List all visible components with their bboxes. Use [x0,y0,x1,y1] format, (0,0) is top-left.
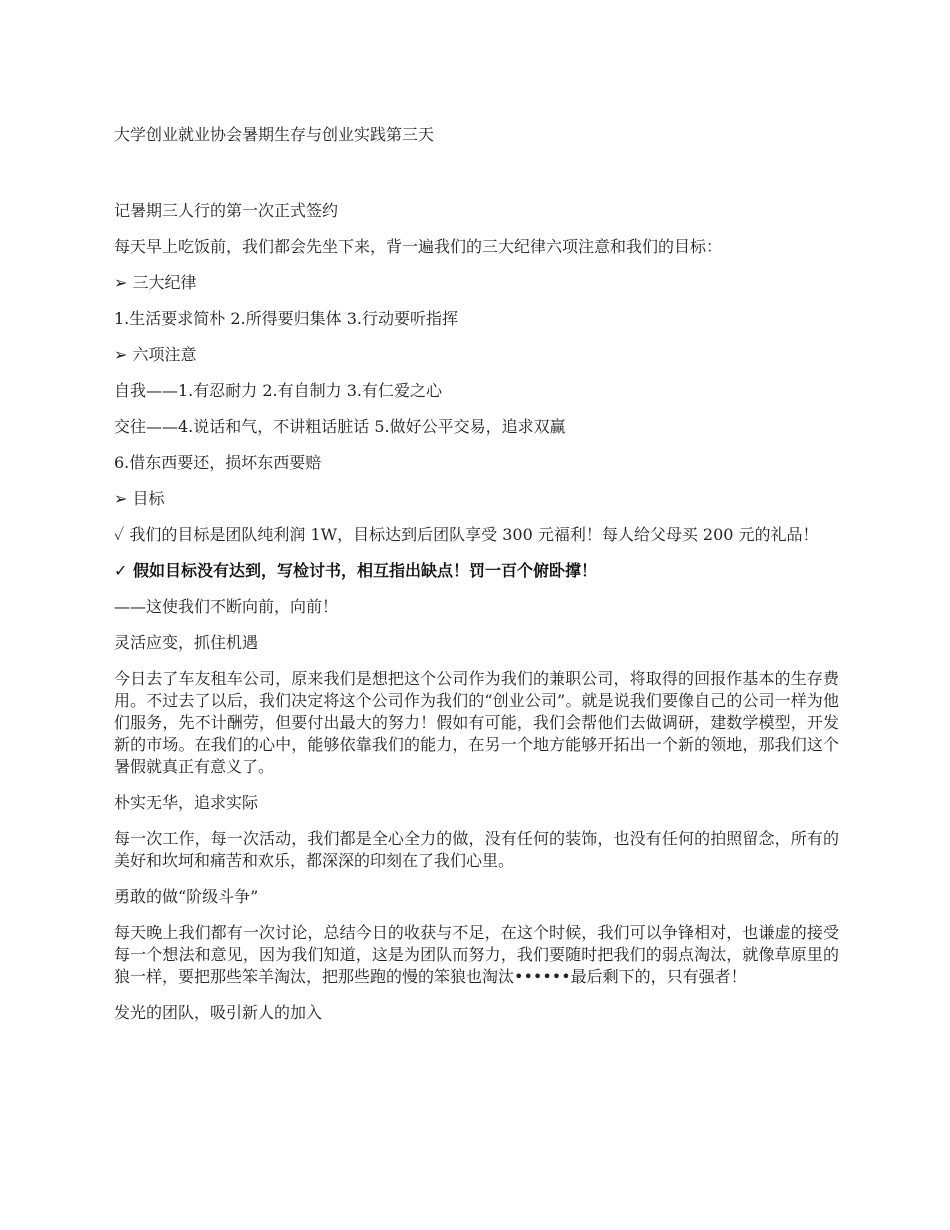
check-icon: ✓ [114,525,130,544]
document-title: 大学创业就业协会暑期生存与创业实践第三天 [114,125,435,144]
section-paragraph: 今日去了车友租车公司，原来我们是想把这个公司作为我们的兼职公司，将取得的回报作基本的生存费用。不过去了以后，我们决定将这个公司作为我们的“创业公司”。就是说我们要像自己的公司一样为他们服务，先不计酬劳，但要付出最大的努力！假如有可能，我们会帮他们去做调研，建数学模型，开发新的市场。在我们的心中，能够依靠我们的能力，在另一个地方能够开拓出一个新的领地，那我们这个暑假就真正有意义了。 [114,669,839,776]
section-heading: 朴实无华，追求实际 [114,793,259,812]
section-heading: 发光的团队，吸引新人的加入 [114,1003,323,1022]
six-notes-heading: ➢ 六项注意 [114,345,197,364]
social-notes: 交往——4.说话和气，不讲粗话脏话 5.做好公平交易，追求双赢 [114,417,566,436]
intro-paragraph: 每天早上吃饭前，我们都会先坐下来，背一遍我们的三大纪律六项注意和我们的目标： [114,237,723,256]
motto-line: ——这使我们不断向前，向前！ [114,597,339,616]
section-heading: 灵活应变，抓住机遇 [114,633,259,652]
goal-item: ✓ 我们的目标是团队纯利润 1W，目标达到后团队享受 300 元福利！每人给父母买 200 元的礼品！ [114,525,819,544]
section-heading: 勇敢的做“阶级斗争” [114,887,259,906]
note-six: 6.借东西要还，损坏东西要赔 [114,453,322,472]
document-body [114,124,839,1038]
penalty-item: ✓ 假如目标没有达到，写检讨书，相互指出缺点！罚一百个俯卧撑！ [114,561,597,580]
three-rules-heading: ➢ 三大纪律 [114,273,197,292]
three-rules-list: 1.生活要求简朴 2.所得要归集体 3.行动要听指挥 [114,309,458,328]
section-paragraph: 每天晚上我们都有一次讨论，总结今日的收获与不足，在这个时候，我们可以争锋相对，也谦虚的接受每一个想法和意见，因为我们知道，这是为团队而努力，我们要随时把我们的弱点淘汰，就像草原里的狼一样，要把那些笨羊淘汰，把那些跑的慢的笨狼也淘汰••••••最后剩下的，只有强者！ [114,923,839,986]
section-paragraph: 每一次工作，每一次活动，我们都是全心全力的做，没有任何的装饰，也没有任何的拍照留念，所有的美好和坎坷和痛苦和欢乐，都深深的印刻在了我们心里。 [114,829,839,870]
arrow-bullet-icon: ➢ [114,489,133,508]
goal-heading: ➢ 目标 [114,489,165,508]
check-icon: ✓ [114,561,133,580]
arrow-bullet-icon: ➢ [114,345,133,364]
self-notes: 自我——1.有忍耐力 2.有自制力 3.有仁爱之心 [114,381,442,400]
arrow-bullet-icon: ➢ [114,273,133,292]
document-subtitle: 记暑期三人行的第一次正式签约 [114,201,339,220]
